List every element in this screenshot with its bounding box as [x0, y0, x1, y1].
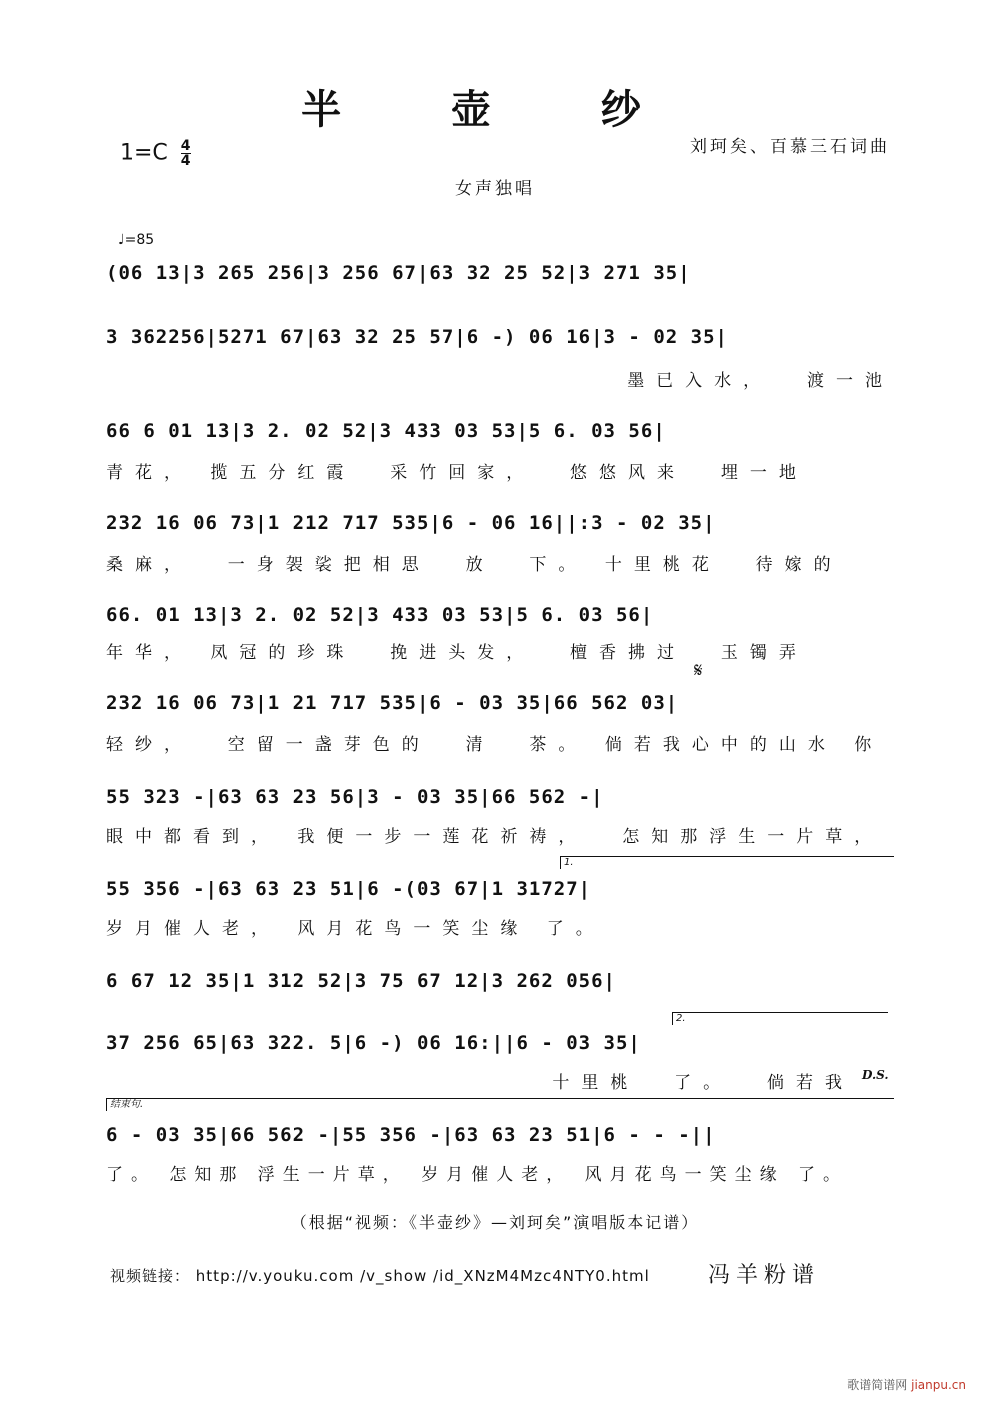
score-row-3-lyrics: 青花， 揽五分红霞 采竹回家， 悠悠风来 埋一地: [106, 463, 808, 483]
score-row-4-notes: 232 16 06 73|1 212 717 535|6 - 06 16||:3 - 02 35|: [106, 512, 716, 534]
score-row-11-notes: 6 - 03 35|66 562 -|55 356 -|63 63 23 51|6 - - -||: [106, 1124, 716, 1146]
arranger-signature: 冯羊粉谱: [708, 1263, 821, 1288]
song-title: 半 壶 纱: [301, 86, 689, 133]
second-ending-bracket: 2.: [672, 1012, 888, 1025]
key-label: 1=C: [120, 140, 168, 166]
score-row-4-lyrics: 桑麻， 一身袈裟把相思 放 下。 十里桃花 待嫁的: [106, 555, 843, 575]
score-row-3-notes: 66 6 01 13|3 2. 02 52|3 433 03 53|5 6. 03 56|: [106, 420, 666, 442]
key-signature: [120, 140, 191, 167]
tempo-mark: ♩=85: [118, 232, 155, 248]
score-row-8-notes: 55 356 -|63 63 23 51|6 -(03 67|1 31727|: [106, 878, 592, 900]
source-note: （根据“视频：《半壶纱》—刘珂矣”演唱版本记谱）: [290, 1213, 700, 1232]
performance-note: 女声独唱: [455, 179, 535, 199]
score-row-5-notes: 66. 01 13|3 2. 02 52|3 433 03 53|5 6. 03 56|: [106, 604, 654, 626]
watermark-domain: jianpu.cn: [911, 1378, 966, 1392]
score-row-1-notes: (06 13|3 265 256|3 256 67|63 32 25 52|3 271 35|: [106, 262, 691, 284]
time-bottom: 4: [180, 153, 191, 169]
segno-mark: 𝄋: [694, 658, 703, 682]
score-row-7-notes: 55 323 -|63 63 23 56|3 - 03 35|66 562 -|: [106, 786, 604, 808]
composer-credit: 刘珂矣、百慕三石词曲: [690, 137, 890, 157]
score-row-6-notes: 232 16 06 73|1 21 717 535|6 - 03 35|66 562 03|: [106, 692, 679, 714]
site-watermark: [847, 1376, 966, 1393]
score-row-2-notes: 3 362256|5271 67|63 32 25 57|6 -) 06 16|3 - 02 35|: [106, 326, 728, 348]
first-ending-bracket: 1.: [560, 856, 894, 869]
score-row-8-lyrics: 岁月催人老， 风月花鸟一笑尘缘 了。: [106, 919, 605, 939]
time-top: 4: [180, 138, 191, 154]
score-row-10-lyrics: 十里桃 了。 倘若我: [552, 1073, 854, 1093]
video-link-label: 视频链接：: [110, 1267, 191, 1285]
time-signature: [181, 140, 191, 167]
score-row-11-lyrics: 了。 怎知那 浮生一片草， 岁月催人老， 风月花鸟一笑尘缘 了。: [106, 1165, 849, 1185]
score-row-10-notes: 37 256 65|63 322. 5|6 -) 06 16:||6 - 03 35|: [106, 1032, 641, 1054]
video-link-line: [110, 1265, 650, 1286]
watermark-name: 歌谱简谱网: [847, 1378, 908, 1392]
score-row-5-lyrics: 年华， 凤冠的珍珠 挽进头发， 檀香拂过 玉镯弄: [106, 643, 808, 663]
score-row-2-lyrics: 墨已入水， 渡一池: [627, 371, 894, 391]
score-row-9-notes: 6 67 12 35|1 312 52|3 75 67 12|3 262 056|: [106, 970, 616, 992]
video-link-url[interactable]: http://v.youku.com /v_show /id_XNzM4Mzc4NTY0.html: [195, 1267, 650, 1285]
ds-mark: D.S.: [862, 1068, 889, 1082]
final-ending-bracket: 结束句.: [106, 1098, 894, 1111]
score-row-6-lyrics: 轻纱， 空留一盏芽色的 清 茶。 倘若我心中的山水 你: [106, 735, 884, 755]
score-row-7-lyrics: 眼中都看到， 我便一步一莲花祈祷， 怎知那浮生一片草，: [106, 827, 884, 847]
